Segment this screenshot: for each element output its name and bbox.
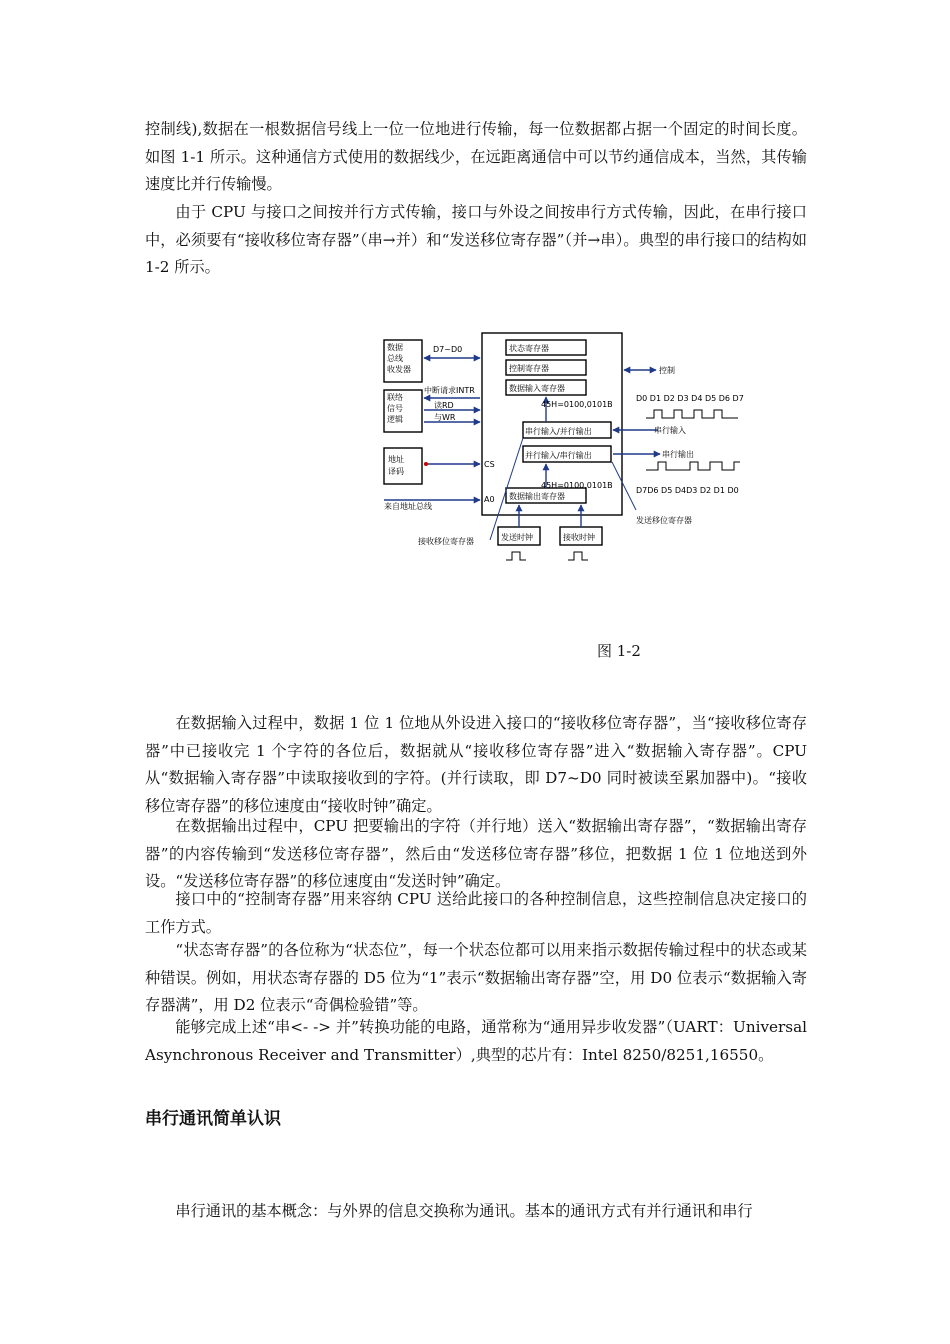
svg-text:联络信号逻辑: 联络信号逻辑 (387, 393, 403, 424)
control-register-label: 控制寄存器 (509, 364, 549, 373)
wr-label: 与WR (434, 413, 456, 422)
paragraph-7: 能够完成上述“串<- -> 并”转换功能的电路，通常称为“通用异步收发器”（UART：Universal Asynchronous Receiver and Transmitter）,典型的芯片有：Intel 8250/8251,16550。 (145, 1018, 807, 1064)
paragraph-6: “状态寄存器”的各位称为“状态位”，每一个状态位都可以用来指示数据传输过程中的状态或某种错误。例如，用状态寄存器的 D5 位为“1”表示“数据输出寄存器”空，用 D0 位表示“数据输入寄存器满”，用 D2 位表示“奇偶检验错”等。 (145, 941, 807, 1014)
data-input-register-label: 数据输入寄存器 (509, 384, 565, 393)
addr-bus-label: 来自地址总线 (384, 502, 432, 511)
rd-label: 读RD (434, 401, 454, 410)
svg-text:地址译码: 地址译码 (388, 455, 404, 476)
paragraph-2: 由于 CPU 与接口之间按并行方式传输，接口与外设之间按串行方式传输，因此，在串行接口中，必须要有“接收移位寄存器”（串→并）和“发送移位寄存器”（并→串）。典型的串行接口的结构如 1-2 所示。 (145, 203, 807, 276)
send-shift-label: 发送移位寄存器 (636, 516, 692, 525)
d7d0-label: D7~D0 (433, 345, 463, 354)
status-register-label: 状态寄存器 (509, 344, 549, 353)
paragraph-5: 接口中的“控制寄存器”用来容纳 CPU 送给此接口的各种控制信息，这些控制信息决定接口的工作方式。 (145, 890, 807, 936)
a0-label: A0 (484, 495, 495, 504)
piso-label: 并行输入/串行输出 (525, 451, 592, 460)
hex-out-label: 45H=0100,0101B (541, 481, 613, 490)
tx-clock-label: 发送时钟 (501, 533, 533, 542)
serial-in-label: 串行输入 (654, 426, 686, 435)
figure-caption: 图 1-2 (597, 642, 641, 660)
paragraph-4: 在数据输出过程中，CPU 把要输出的字符（并行地）送入“数据输出寄存器”，“数据输出寄存器”的内容传输到“发送移位寄存器”，然后由“发送移位寄存器”移位，把数据 1 位 1 位地送到外设。“发送移位寄存器”的移位速度由“发送时钟”确定。 (145, 817, 807, 890)
control-label: 控制 (659, 366, 675, 375)
serial-interface-diagram (378, 330, 758, 570)
recv-shift-label: 接收移位寄存器 (418, 537, 474, 546)
intr-label: 中断请求INTR (424, 386, 475, 395)
serial-out-label: 串行输出 (662, 450, 694, 459)
hex-in-label: 45H=0100,0101B (541, 400, 613, 409)
section-heading: 串行通讯简单认识 (145, 1109, 281, 1129)
cs-label: CS (484, 460, 495, 469)
sipo-label: 串行输入/并行输出 (525, 427, 592, 436)
svg-text:数据总线收发器: 数据总线收发器 (387, 343, 411, 374)
data-output-register-label: 数据输出寄存器 (509, 492, 565, 501)
bits-in-label: D0 D1 D2 D3 D4 D5 D6 D7 (636, 394, 744, 403)
paragraph-8: 串行通讯的基本概念：与外界的信息交换称为通讯。基本的通讯方式有并行通讯和串行 (175, 1202, 753, 1220)
bits-out-label: D7D6 D5 D4D3 D2 D1 D0 (636, 486, 739, 495)
block-transceiver-1: 数据 (387, 343, 403, 352)
paragraph-3: 在数据输入过程中，数据 1 位 1 位地从外设进入接口的“接收移位寄存器”，当“接收移位寄存器”中已接收完 1 个字符的各位后，数据就从“接收移位寄存器”进入“数据输入寄存器”。CPU 从“数据输入寄存器”中读取接收到的字符。(并行读取，即 D7~D0 同时被读至累加器中)。“接收移位寄存器”的移位速度由“接收时钟”确定。 (145, 714, 807, 815)
paragraph-1: 控制线),数据在一根数据信号线上一位一位地进行传输，每一位数据都占据一个固定的时间长度。如图 1-1 所示。这种通信方式使用的数据线少，在远距离通信中可以节约通信成本，当然，其传输速度比并行传输慢。 (145, 120, 807, 193)
rx-clock-label: 接收时钟 (563, 533, 595, 542)
